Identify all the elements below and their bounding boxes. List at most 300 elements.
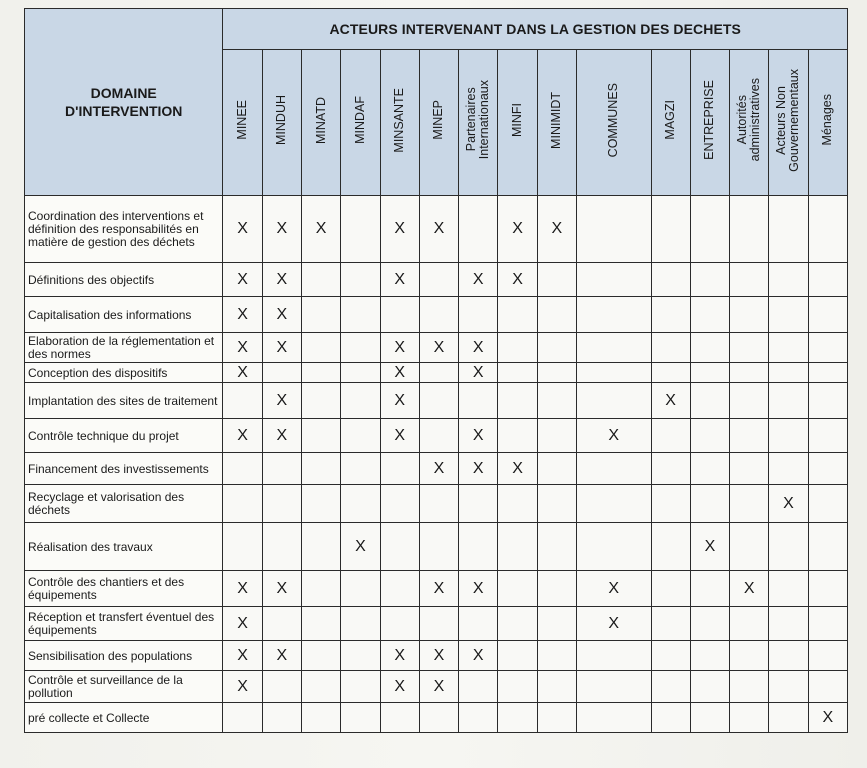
table-cell — [769, 671, 808, 703]
table-cell — [576, 263, 651, 297]
table-cell — [498, 453, 537, 485]
table-cell — [302, 363, 341, 383]
cross-mark: X — [472, 270, 484, 288]
cross-mark: X — [276, 305, 288, 323]
cross-mark: X — [608, 426, 620, 444]
table-cell — [223, 571, 262, 607]
table-cell — [223, 363, 262, 383]
table-cell — [419, 485, 458, 523]
table-cell — [419, 671, 458, 703]
column-header-label: Autorités administratives — [735, 78, 763, 162]
table-cell — [419, 263, 458, 297]
table-cell — [730, 383, 769, 419]
table-cell — [419, 419, 458, 453]
column-header-label: MINATD — [313, 96, 328, 144]
column-header — [302, 50, 341, 196]
cross-mark: X — [743, 579, 755, 597]
table-cell — [651, 363, 690, 383]
column-header — [769, 50, 808, 196]
column-header-label: MINDUH — [274, 95, 289, 145]
table-cell — [341, 363, 380, 383]
table-cell — [262, 485, 301, 523]
row-label: Réalisation des travaux — [25, 523, 223, 571]
cross-mark: X — [394, 363, 406, 381]
table-cell — [419, 297, 458, 333]
table-cell — [730, 297, 769, 333]
table-row — [25, 485, 848, 523]
table-cell — [537, 485, 576, 523]
table-cell — [537, 383, 576, 419]
cross-mark: X — [315, 220, 327, 237]
table-cell — [808, 297, 847, 333]
table-cell — [459, 703, 498, 733]
table-cell — [730, 671, 769, 703]
row-label: Contrôle et surveillance de la pollution — [25, 671, 223, 703]
table-cell — [459, 383, 498, 419]
table-cell — [223, 333, 262, 363]
cross-mark: X — [512, 459, 523, 477]
row-label: pré collecte et Collecte — [25, 703, 223, 733]
table-cell — [690, 453, 729, 485]
table-cell — [380, 263, 419, 297]
row-label: Sensibilisation des populations — [25, 641, 223, 671]
row-label: Conception des dispositifs — [25, 363, 223, 383]
table-cell — [302, 571, 341, 607]
cross-mark: X — [472, 426, 484, 444]
table-row — [25, 263, 848, 297]
table-row — [25, 571, 848, 607]
row-label: Réception et transfert éventuel des équipements — [25, 607, 223, 641]
cross-mark: X — [394, 270, 406, 288]
table-row — [25, 607, 848, 641]
table-cell — [223, 297, 262, 333]
table-cell — [690, 333, 729, 363]
table-cell — [769, 263, 808, 297]
table-row — [25, 297, 848, 333]
table-cell — [808, 641, 847, 671]
table-cell — [341, 671, 380, 703]
table-cell — [380, 363, 419, 383]
table-cell — [690, 485, 729, 523]
cross-mark: X — [237, 646, 248, 664]
table-cell — [262, 607, 301, 641]
row-label: Capitalisation des informations — [25, 297, 223, 333]
table-cell — [498, 671, 537, 703]
table-cell — [341, 703, 380, 733]
table-cell — [576, 485, 651, 523]
table-cell — [537, 297, 576, 333]
table-cell — [302, 641, 341, 671]
cross-mark: X — [608, 614, 620, 632]
column-header-label: MAGZI — [663, 100, 678, 140]
table-cell — [730, 703, 769, 733]
table-cell — [341, 453, 380, 485]
table-cell — [223, 263, 262, 297]
table-cell — [498, 383, 537, 419]
table-cell — [808, 453, 847, 485]
cross-mark: X — [433, 338, 445, 356]
table-cell — [341, 571, 380, 607]
table-cell — [576, 363, 651, 383]
table-cell — [769, 453, 808, 485]
table-cell — [808, 263, 847, 297]
table-cell — [302, 523, 341, 571]
table-cell — [537, 333, 576, 363]
table-cell — [341, 383, 380, 419]
cross-mark: X — [783, 494, 794, 512]
table-cell — [262, 571, 301, 607]
table-cell — [808, 196, 847, 263]
table-cell — [808, 485, 847, 523]
table-cell — [651, 419, 690, 453]
column-header — [459, 50, 498, 196]
cross-mark: X — [704, 537, 716, 555]
table-cell — [459, 419, 498, 453]
table-cell — [690, 363, 729, 383]
table-cell — [302, 485, 341, 523]
column-header-label: MINSANTE — [392, 87, 407, 153]
table-cell — [262, 419, 301, 453]
row-label: Contrôle technique du projet — [25, 419, 223, 453]
cross-mark: X — [237, 338, 248, 356]
column-header — [730, 50, 769, 196]
column-header — [808, 50, 847, 196]
column-header — [262, 50, 301, 196]
table-row — [25, 671, 848, 703]
cross-mark: X — [433, 646, 445, 664]
cross-mark: X — [237, 270, 248, 288]
table-cell — [223, 485, 262, 523]
table-cell — [380, 297, 419, 333]
table-cell — [419, 523, 458, 571]
table-cell — [302, 607, 341, 641]
table-cell — [262, 333, 301, 363]
cross-mark: X — [608, 579, 620, 597]
table-cell — [498, 333, 537, 363]
table-cell — [730, 263, 769, 297]
table-cell — [380, 703, 419, 733]
cross-mark: X — [512, 220, 523, 237]
column-header — [537, 50, 576, 196]
cross-mark: X — [276, 220, 288, 237]
table-row — [25, 363, 848, 383]
table-cell — [419, 333, 458, 363]
cross-mark: X — [394, 646, 406, 664]
cross-mark: X — [512, 270, 523, 288]
table-cell — [262, 523, 301, 571]
table-cell — [690, 297, 729, 333]
table-cell — [459, 523, 498, 571]
table-cell — [808, 383, 847, 419]
table-cell — [262, 641, 301, 671]
cross-mark: X — [394, 391, 406, 409]
column-header-label: MINDAF — [352, 96, 367, 144]
column-header-label: COMMUNES — [606, 82, 621, 158]
table-cell — [223, 703, 262, 733]
table-cell — [576, 641, 651, 671]
table-cell — [651, 383, 690, 419]
actors-header: ACTEURS INTERVENANT DANS LA GESTION DES DECHETS — [223, 9, 848, 50]
table-cell — [380, 523, 419, 571]
cross-mark: X — [665, 391, 676, 409]
cross-mark: X — [472, 459, 484, 477]
table-cell — [651, 263, 690, 297]
actors-table — [24, 8, 848, 733]
table-cell — [459, 641, 498, 671]
table-cell — [223, 383, 262, 419]
table-cell — [419, 607, 458, 641]
column-header — [498, 50, 537, 196]
table-row — [25, 383, 848, 419]
column-header — [690, 50, 729, 196]
table-cell — [341, 333, 380, 363]
row-label: Coordination des interventions et définition des responsabilités en matière de gestion des déchets — [25, 196, 223, 263]
table-cell — [341, 263, 380, 297]
cross-mark: X — [237, 363, 248, 381]
table-cell — [498, 571, 537, 607]
table-cell — [537, 419, 576, 453]
cross-mark: X — [551, 220, 563, 237]
table-cell — [380, 453, 419, 485]
table-cell — [651, 196, 690, 263]
table-cell — [576, 333, 651, 363]
table-cell — [459, 671, 498, 703]
table-cell — [380, 641, 419, 671]
cross-mark: X — [472, 579, 484, 597]
cross-mark: X — [276, 270, 288, 288]
table-cell — [651, 571, 690, 607]
table-cell — [651, 453, 690, 485]
table-cell — [262, 196, 301, 263]
table-cell — [769, 383, 808, 419]
table-cell — [302, 383, 341, 419]
table-cell — [690, 196, 729, 263]
table-cell — [459, 196, 498, 263]
table-cell — [808, 523, 847, 571]
column-header — [576, 50, 651, 196]
column-header-label: Partenaires Internationaux — [464, 80, 492, 160]
cross-mark: X — [394, 426, 406, 444]
cross-mark: X — [433, 220, 445, 237]
table-row — [25, 523, 848, 571]
cross-mark: X — [394, 677, 406, 695]
table-cell — [262, 297, 301, 333]
table-cell — [690, 671, 729, 703]
table-cell — [498, 523, 537, 571]
table-cell — [537, 363, 576, 383]
row-label: Contrôle des chantiers et des équipements — [25, 571, 223, 607]
table-cell — [690, 641, 729, 671]
cross-mark: X — [822, 708, 834, 726]
table-cell — [302, 196, 341, 263]
cross-mark: X — [237, 220, 248, 237]
cross-mark: X — [237, 579, 248, 597]
table-cell — [651, 703, 690, 733]
table-cell — [419, 453, 458, 485]
table-row — [25, 453, 848, 485]
table-cell — [576, 523, 651, 571]
table-cell — [223, 641, 262, 671]
table-cell — [223, 607, 262, 641]
cross-mark: X — [472, 363, 484, 381]
table-cell — [769, 419, 808, 453]
table-cell — [459, 333, 498, 363]
table-cell — [576, 196, 651, 263]
cross-mark: X — [237, 677, 248, 695]
table-cell — [498, 297, 537, 333]
table-cell — [690, 703, 729, 733]
table-cell — [730, 419, 769, 453]
table-cell — [341, 419, 380, 453]
table-cell — [808, 419, 847, 453]
table-cell — [730, 363, 769, 383]
table-cell — [730, 571, 769, 607]
cross-mark: X — [394, 220, 406, 237]
table-cell — [459, 263, 498, 297]
table-cell — [730, 453, 769, 485]
table-cell — [302, 703, 341, 733]
table-cell — [808, 703, 847, 733]
table-cell — [730, 641, 769, 671]
table-cell — [380, 671, 419, 703]
table-cell — [690, 523, 729, 571]
table-cell — [498, 363, 537, 383]
table-cell — [419, 571, 458, 607]
table-cell — [690, 263, 729, 297]
table-cell — [769, 363, 808, 383]
table-cell — [576, 419, 651, 453]
table-cell — [419, 703, 458, 733]
column-header — [419, 50, 458, 196]
table-cell — [576, 571, 651, 607]
table-cell — [769, 333, 808, 363]
cross-mark: X — [433, 459, 445, 477]
table-cell — [576, 607, 651, 641]
table-cell — [651, 523, 690, 571]
table-cell — [302, 419, 341, 453]
table-cell — [459, 485, 498, 523]
cross-mark: X — [237, 426, 248, 444]
table-cell — [302, 453, 341, 485]
table-cell — [262, 383, 301, 419]
table-cell — [769, 485, 808, 523]
table-cell — [576, 453, 651, 485]
column-header — [380, 50, 419, 196]
cross-mark: X — [237, 305, 248, 323]
table-cell — [341, 523, 380, 571]
column-header-label: ENTREPRISE — [702, 80, 717, 160]
table-cell — [302, 333, 341, 363]
table-cell — [730, 607, 769, 641]
domain-header: DOMAINE D'INTERVENTION — [25, 9, 223, 196]
table-cell — [223, 196, 262, 263]
row-label: Implantation des sites de traitement — [25, 383, 223, 419]
table-cell — [576, 383, 651, 419]
cross-mark: X — [355, 537, 366, 555]
cross-mark: X — [276, 579, 288, 597]
table-cell — [380, 571, 419, 607]
column-header — [651, 50, 690, 196]
table-cell — [651, 607, 690, 641]
column-header-label: MINEP — [431, 100, 446, 140]
column-header-label: Ménages — [820, 94, 835, 146]
table-cell — [808, 363, 847, 383]
row-label: Définitions des objectifs — [25, 263, 223, 297]
table-cell — [537, 453, 576, 485]
row-label: Elaboration de la réglementation et des normes — [25, 333, 223, 363]
column-header-label: MINFI — [510, 102, 525, 138]
table-cell — [419, 383, 458, 419]
table-row — [25, 196, 848, 263]
table-cell — [651, 333, 690, 363]
table-cell — [380, 607, 419, 641]
table-cell — [380, 196, 419, 263]
table-cell — [690, 383, 729, 419]
table-cell — [341, 641, 380, 671]
column-header — [223, 50, 262, 196]
table-cell — [302, 297, 341, 333]
table-body — [25, 196, 848, 733]
table-cell — [769, 571, 808, 607]
table-cell — [262, 453, 301, 485]
table-cell — [576, 671, 651, 703]
table-cell — [537, 671, 576, 703]
table-cell — [808, 607, 847, 641]
table-cell — [498, 263, 537, 297]
table-cell — [808, 571, 847, 607]
table-cell — [808, 333, 847, 363]
column-header — [341, 50, 380, 196]
row-label: Financement des investissements — [25, 453, 223, 485]
table-cell — [537, 571, 576, 607]
table-cell — [459, 453, 498, 485]
table-cell — [302, 671, 341, 703]
cross-mark: X — [433, 677, 445, 695]
table-cell — [498, 703, 537, 733]
table-cell — [537, 196, 576, 263]
table-cell — [498, 485, 537, 523]
table-cell — [262, 363, 301, 383]
row-label: Recyclage et valorisation des déchets — [25, 485, 223, 523]
table-cell — [459, 297, 498, 333]
cross-mark: X — [237, 614, 248, 632]
table-cell — [459, 607, 498, 641]
table-cell — [223, 419, 262, 453]
table-cell — [730, 333, 769, 363]
table-cell — [769, 523, 808, 571]
cross-mark: X — [472, 338, 484, 356]
cross-mark: X — [472, 646, 484, 664]
table-cell — [223, 453, 262, 485]
table-cell — [459, 363, 498, 383]
table-cell — [223, 671, 262, 703]
table-cell — [419, 196, 458, 263]
table-cell — [537, 263, 576, 297]
table-cell — [690, 571, 729, 607]
table-cell — [419, 363, 458, 383]
table-cell — [576, 703, 651, 733]
table-cell — [380, 485, 419, 523]
table-cell — [380, 419, 419, 453]
table-cell — [576, 297, 651, 333]
table-cell — [537, 607, 576, 641]
table-cell — [769, 607, 808, 641]
table-cell — [498, 607, 537, 641]
table-cell — [262, 703, 301, 733]
table-cell — [341, 607, 380, 641]
cross-mark: X — [276, 646, 288, 664]
table-cell — [498, 419, 537, 453]
